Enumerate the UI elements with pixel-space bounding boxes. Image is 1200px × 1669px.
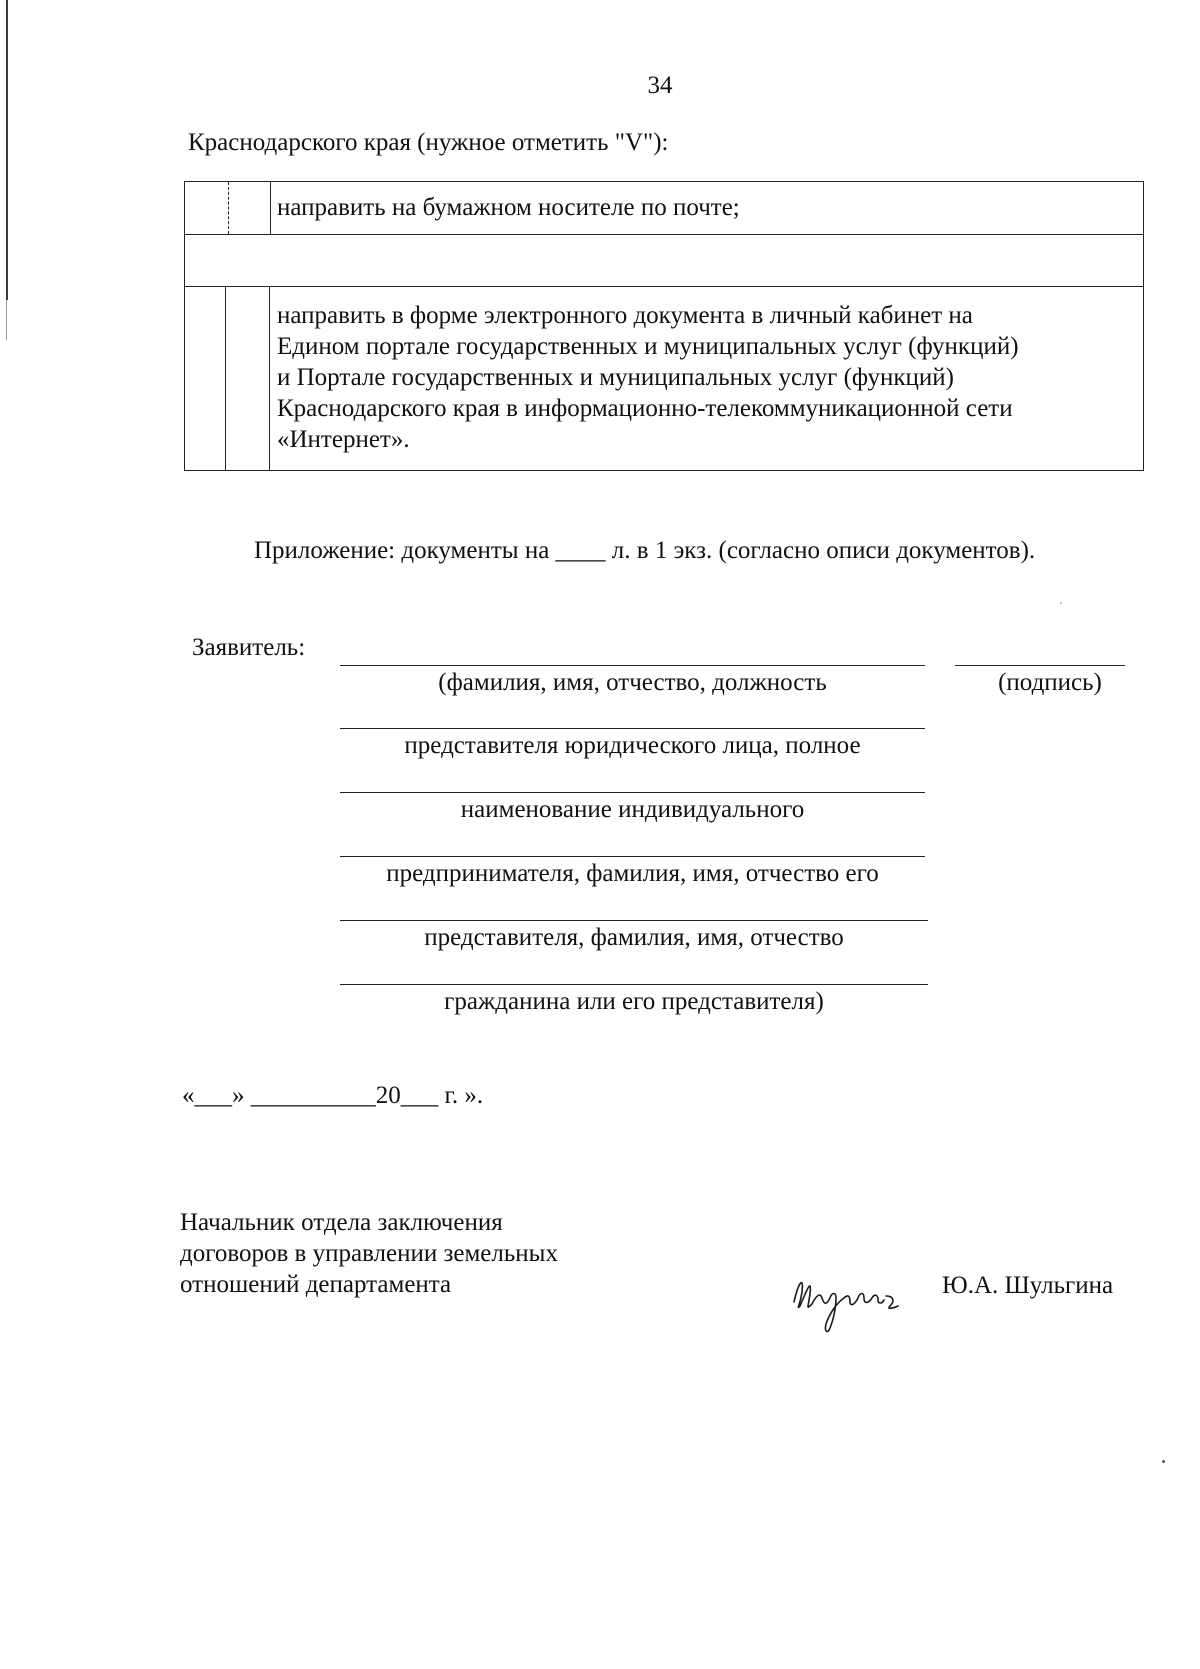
intro-line: Краснодарского края (нужное отметить "V"): [188, 129, 669, 156]
handwritten-signature [786, 1262, 916, 1349]
applicant-caption-line: гражданина или его представителя) [444, 988, 824, 1015]
option-electronic [277, 300, 1019, 455]
applicant-name-line [340, 856, 925, 857]
checkbox-cell-line [270, 182, 271, 234]
applicant-caption-line: наименование индивидуального [460, 796, 805, 823]
applicant-caption-line: (фамилия, имя, отчество, должность [438, 669, 827, 696]
applicant-name-line [340, 728, 925, 729]
applicant-name-line [340, 984, 928, 985]
scan-edge-line [6, 300, 7, 340]
official-title [180, 1207, 558, 1300]
scan-speck [1060, 602, 1062, 604]
appendix-line: Приложение: документы на ____ л. в 1 экз. (согласно описи документов). [254, 537, 1036, 564]
official-name: Ю.А. Шульгина [942, 1272, 1114, 1299]
date-line: «___» __________20___ г. ». [182, 1082, 484, 1109]
applicant-name-line [340, 665, 925, 666]
official-title-line: отношений департамента [180, 1271, 452, 1298]
signature-line [955, 665, 1125, 666]
checkbox-cell-line [228, 182, 229, 234]
scan-edge-line [6, 0, 8, 300]
signature-caption: (подпись) [998, 669, 1102, 696]
applicant-caption-line: предпринимателя, фамилия, имя, отчество его [386, 860, 879, 887]
scan-speck [1162, 1460, 1165, 1463]
option-text-line: направить на бумажном носителе по почте; [277, 194, 740, 221]
applicant-caption-line: представителя, фамилия, имя, отчество [424, 924, 844, 951]
option-paper-mail [277, 192, 740, 223]
table-row-divider [185, 234, 1143, 235]
table-row-divider [185, 286, 1143, 287]
option-text-line: и Портале государственных и муниципальных услуг (функций) [277, 364, 954, 391]
applicant-name-line [340, 920, 928, 921]
page-number: 34 [647, 72, 673, 99]
option-text-line: Едином портале государственных и муниципальных услуг (функций) [277, 333, 1019, 360]
checkbox-cell-line [225, 286, 226, 470]
delivery-options-table [184, 181, 1144, 471]
option-text-line: Краснодарского края в информационно-телекоммуникационной сети [277, 395, 1013, 422]
applicant-label: Заявитель: [192, 634, 306, 661]
option-text-line: направить в форме электронного документа в личный кабинет на [277, 302, 973, 329]
applicant-name-line [340, 792, 925, 793]
option-text-line: «Интернет». [277, 426, 410, 453]
checkbox-cell-line [269, 286, 270, 470]
official-title-line: договоров в управлении земельных [180, 1240, 558, 1267]
applicant-caption-line: представителя юридического лица, полное [404, 732, 861, 759]
official-title-line: Начальник отдела заключения [180, 1209, 503, 1236]
